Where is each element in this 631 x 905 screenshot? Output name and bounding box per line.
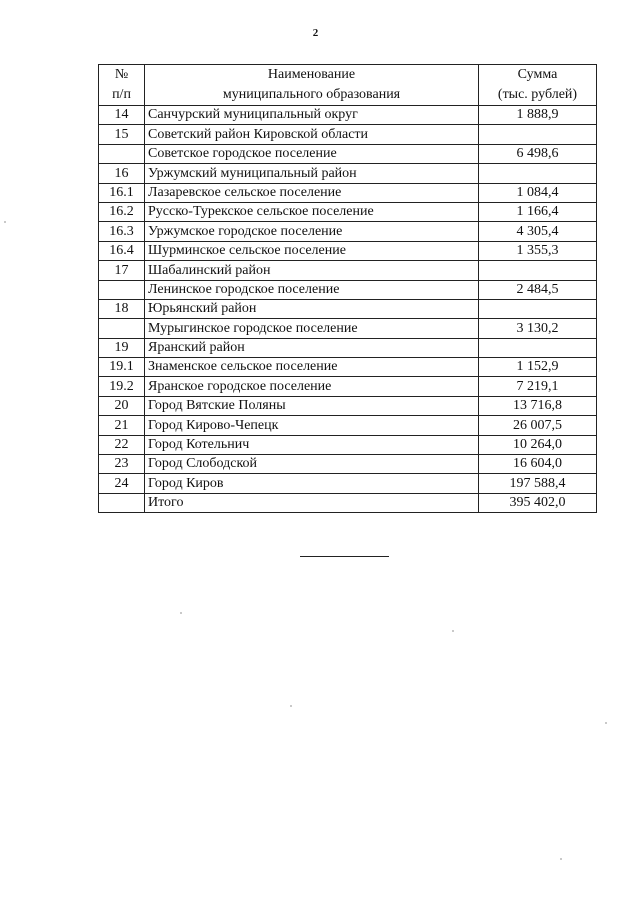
scan-speck (4, 221, 6, 223)
table-row (99, 202, 597, 221)
row-name: Город Котельнич (145, 435, 479, 454)
total-label: Итого (145, 493, 479, 512)
row-name: Юрьянский район (145, 299, 479, 318)
row-name: Шурминское сельское поселение (145, 241, 479, 260)
table-row (99, 299, 597, 318)
row-sum (479, 125, 597, 144)
total-number (99, 493, 145, 512)
row-sum: 197 588,4 (479, 474, 597, 493)
header-sum (479, 65, 597, 106)
row-sum: 6 498,6 (479, 144, 597, 163)
row-number: 20 (99, 396, 145, 415)
row-name: Город Вятские Поляны (145, 396, 479, 415)
table-row (99, 416, 597, 435)
row-number: 17 (99, 261, 145, 280)
row-number: 24 (99, 474, 145, 493)
row-sum: 2 484,5 (479, 280, 597, 299)
header-name-line-1: Наименование (267, 67, 356, 82)
table-row (99, 106, 597, 125)
header-name-line-2: муниципального образования (222, 87, 401, 102)
row-number: 19.2 (99, 377, 145, 396)
header-sum-line-2: (тыс. рублей) (497, 87, 578, 102)
page-number: 2 (312, 27, 319, 39)
table-row (99, 338, 597, 357)
row-number: 21 (99, 416, 145, 435)
row-number: 16.2 (99, 202, 145, 221)
table-row (99, 377, 597, 396)
header-sum-line-1: Сумма (517, 67, 558, 82)
scan-speck (290, 705, 292, 707)
closing-rule (300, 556, 389, 557)
table-row (99, 222, 597, 241)
row-number (99, 280, 145, 299)
row-number: 23 (99, 455, 145, 474)
total-sum: 395 402,0 (479, 493, 597, 512)
row-name: Русско-Турекское сельское поселение (145, 202, 479, 221)
total-row (99, 493, 597, 512)
row-sum: 16 604,0 (479, 455, 597, 474)
row-sum: 1 888,9 (479, 106, 597, 125)
row-sum (479, 261, 597, 280)
row-number: 15 (99, 125, 145, 144)
row-sum: 3 130,2 (479, 319, 597, 338)
row-number: 22 (99, 435, 145, 454)
row-number: 19 (99, 338, 145, 357)
row-sum: 10 264,0 (479, 435, 597, 454)
row-sum: 4 305,4 (479, 222, 597, 241)
table-row (99, 396, 597, 415)
row-number: 16.1 (99, 183, 145, 202)
row-name: Шабалинский район (145, 261, 479, 280)
row-name: Мурыгинское городское поселение (145, 319, 479, 338)
row-sum (479, 164, 597, 183)
scan-speck (560, 858, 562, 860)
table-row (99, 125, 597, 144)
table-row (99, 261, 597, 280)
scan-speck (605, 722, 607, 724)
row-number: 16.4 (99, 241, 145, 260)
row-name: Город Слободской (145, 455, 479, 474)
table-row (99, 280, 597, 299)
row-sum: 13 716,8 (479, 396, 597, 415)
row-sum: 1 166,4 (479, 202, 597, 221)
row-sum: 7 219,1 (479, 377, 597, 396)
table-row (99, 183, 597, 202)
budget-allocation-table (98, 64, 597, 513)
row-name: Советское городское поселение (145, 144, 479, 163)
row-sum (479, 299, 597, 318)
table-header-row (99, 65, 597, 106)
row-name: Санчурский муниципальный округ (145, 106, 479, 125)
row-name: Знаменское сельское поселение (145, 358, 479, 377)
row-sum (479, 338, 597, 357)
table-row (99, 241, 597, 260)
row-number (99, 319, 145, 338)
row-name: Яранское городское поселение (145, 377, 479, 396)
row-number: 16.3 (99, 222, 145, 241)
row-number: 18 (99, 299, 145, 318)
table-row (99, 144, 597, 163)
table-row (99, 435, 597, 454)
table-body (99, 106, 597, 494)
row-name: Яранский район (145, 338, 479, 357)
row-number: 16 (99, 164, 145, 183)
row-name: Ленинское городское поселение (145, 280, 479, 299)
scan-speck (180, 612, 182, 614)
header-number-line-2: п/п (112, 87, 131, 102)
row-name: Город Кирово-Чепецк (145, 416, 479, 435)
table-row (99, 455, 597, 474)
row-number (99, 144, 145, 163)
row-name: Советский район Кировской области (145, 125, 479, 144)
row-sum: 26 007,5 (479, 416, 597, 435)
row-sum: 1 355,3 (479, 241, 597, 260)
row-sum: 1 152,9 (479, 358, 597, 377)
row-number: 14 (99, 106, 145, 125)
row-name: Город Киров (145, 474, 479, 493)
row-name: Уржумское городское поселение (145, 222, 479, 241)
table-row (99, 358, 597, 377)
table-row (99, 164, 597, 183)
table-row (99, 474, 597, 493)
row-name: Уржумский муниципальный район (145, 164, 479, 183)
row-sum: 1 084,4 (479, 183, 597, 202)
row-name: Лазаревское сельское поселение (145, 183, 479, 202)
header-number (99, 65, 145, 106)
scan-speck (452, 630, 454, 632)
header-number-line-1: № (114, 67, 129, 82)
header-name (145, 65, 479, 106)
row-number: 19.1 (99, 358, 145, 377)
table-row (99, 319, 597, 338)
